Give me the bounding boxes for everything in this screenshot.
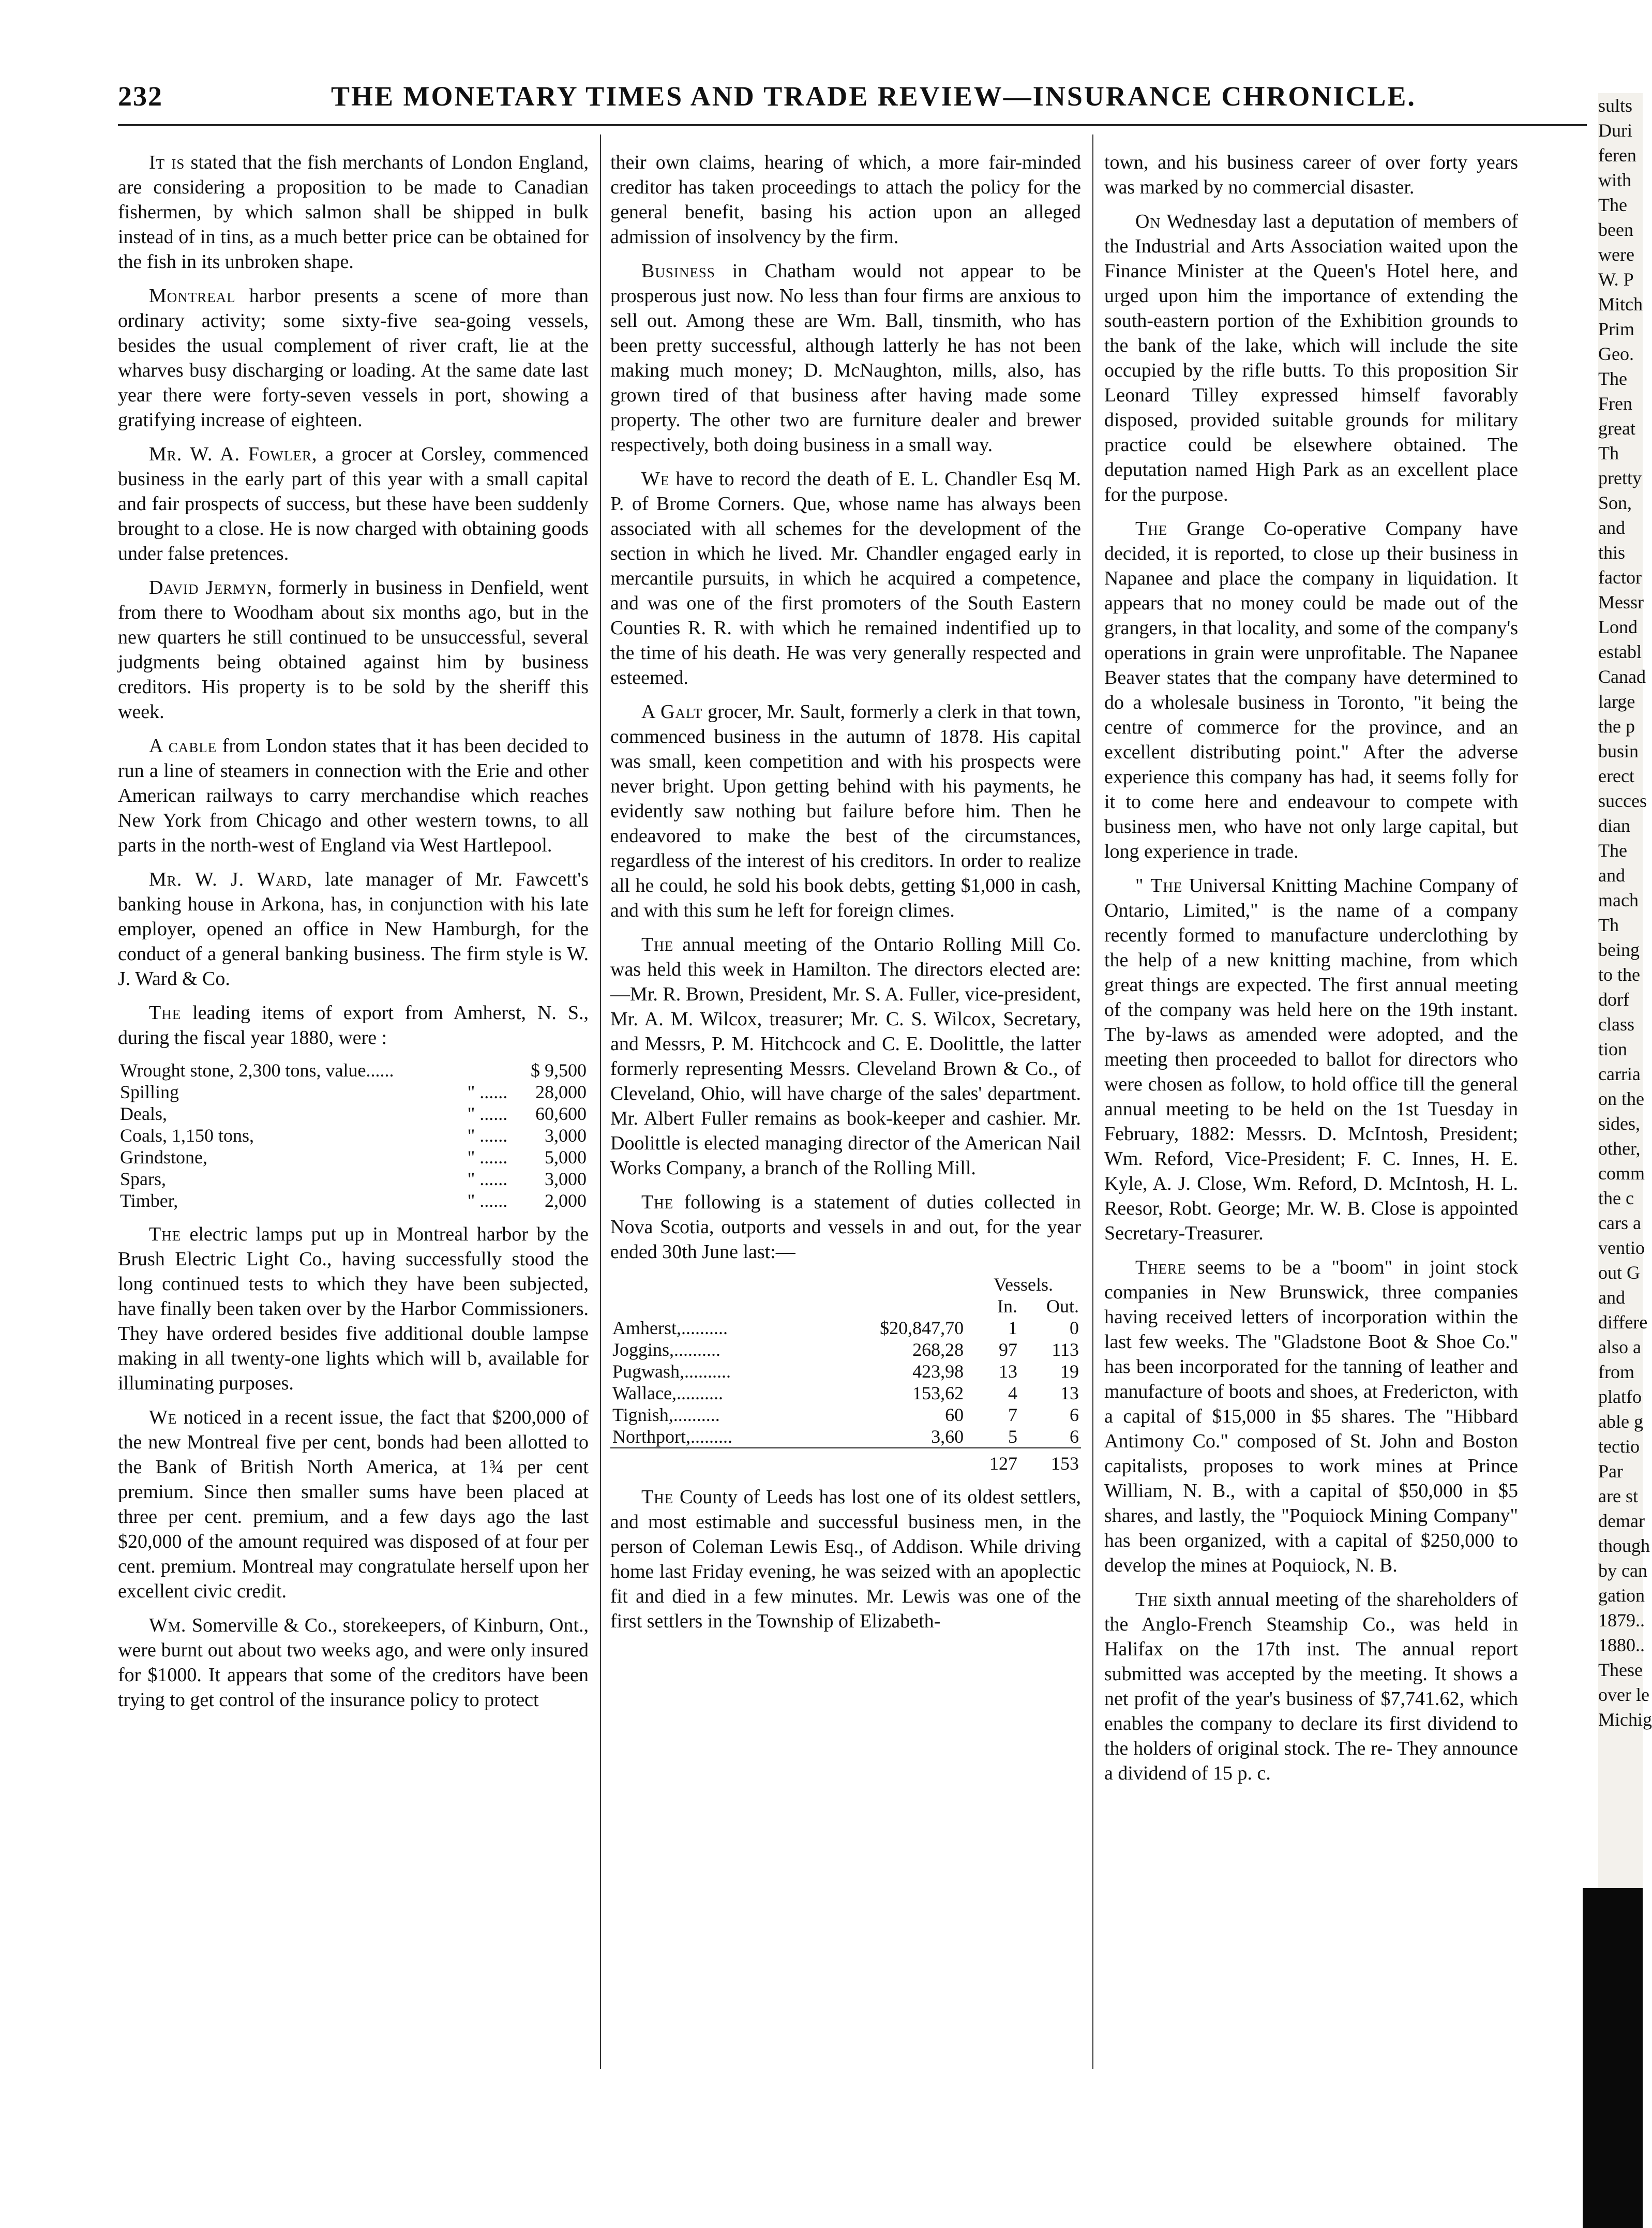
header-rule [118, 124, 1587, 126]
article-text: annual meeting of the Ontario Rolling Mill Co. was held this week in Hamilton. The directors elected are:—Mr. R. Brown, President, Mr. S. A. Fuller, vice-president, Mr. A. M. Wilcox, treasurer; Mr. C. S. Wilcox, Secretary, and Messrs, P. M. Hitchcock and C. E. Doolittle, the latter formerly representing Messrs. Cleveland Brown & Co., of Cleveland, Ohio, will have charge of the sales' department. Mr. Albert Fuller remains as book-keeper and cashier. Mr. Doolittle is elected managing director of the American Nail Works Company, a branch of the Rolling Mill. [610, 934, 1081, 1179]
facing-page-fragment: These [1598, 1659, 1643, 1680]
lead-in: The [1135, 518, 1168, 540]
port-name: Northport,......... [612, 1426, 732, 1447]
article-text: late manager of Mr. Fawcett's banking house in Arkona, has, in conjunction with his late employer, opened an office in New Hamburgh, for the conduct of a general banking business. The firm style is W. J. Ward & Co. [118, 869, 589, 990]
column-2 [610, 150, 1081, 2064]
facing-page-fragment: pretty [1598, 468, 1642, 488]
table-row [118, 1190, 589, 1212]
export-value: 5,000 [545, 1147, 587, 1168]
facing-page-fragment: Th [1598, 443, 1619, 463]
article-electric-lamps [118, 1222, 589, 1396]
vessels-out: 19 [1060, 1361, 1079, 1382]
export-item: Coals, 1,150 tons, [120, 1125, 254, 1146]
article-text: electric lamps put up in Montreal harbor by the Brush Electric Light Co., having successfully stood the long continued tests to which they have been subjected, have finally been taken over by the Harbor Commissioners. They have ordered besides five additional double lampse making in all twenty-one lights which will b, available for illuminating purposes. [118, 1223, 589, 1394]
facing-page-fragment: carria [1598, 1064, 1641, 1084]
article-anglo-french-steamship [1104, 1587, 1518, 1786]
vessels-in: 4 [1008, 1383, 1017, 1403]
lead-in: " The [1135, 875, 1183, 896]
export-item: Timber, [120, 1190, 178, 1211]
ditto-mark: " ...... [467, 1082, 508, 1102]
article-exhibition-grounds [1104, 209, 1518, 507]
article-text: in Chatham would not appear to be prosperous just now. No less than four firms are anxious to sell out. Among these are Wm. Ball, tinsmith, who has been pretty successful, although latterly he has not been making much money; D. McNaughton, mills, also, has grown tired of that business after having made some property. The other two are furniture dealer and brewer respectively, both doing business in a small way. [610, 260, 1081, 456]
article-text: Grange Co-operative Company have decided, it is reported, to close up their business in Napanee and place the company in liquidation. It appears that no money could be made out of the grangers, in that locality, and some of the company's operations in grain were unprofitable. The Napanee Beaver states that the company have determined to do a wholesale business in Toronto, "it being the centre of commerce for the province, and an excellent distributing point." After the adverse experience this company has had, it seems folly for it to come here and endeavour to compete with business men, who have not only large capital, but long experience in trade. [1104, 518, 1518, 862]
article-jermyn [118, 575, 589, 724]
article-ward [118, 867, 589, 991]
article-cable-london [118, 734, 589, 858]
article-amherst-exports [118, 1000, 589, 1050]
facing-page-fragment: great [1598, 418, 1635, 439]
export-item: Grindstone, [120, 1147, 207, 1168]
lead-in: David Jermyn, [149, 577, 273, 599]
article-universal-knitting [1104, 873, 1518, 1246]
export-value: 28,000 [535, 1082, 587, 1102]
facing-page-fragment: other, [1598, 1138, 1641, 1159]
lead-in: The [641, 934, 674, 955]
article-text: sixth annual meeting of the shareholders of the Anglo-French Steamship Co., was held in Halifax on the 17th inst. The annual report submitted was accepted by the meeting. It shows a net profit of the year's business of $7,741.62, which enables the company to declare its first dividend to the holders of original stock. The re- They announce a dividend of 15 p. c. [1104, 1589, 1518, 1784]
export-item: Deals, [120, 1103, 167, 1124]
article-text: stated that the fish merchants of London England, are considering a proposition to be made to Canadian fishermen, by which salmon shall be shipped in bulk instead of in tins, as a much better price can be obtained for the fish in its unbroken shape. [118, 152, 589, 273]
article-grange-cooperative [1104, 516, 1518, 864]
facing-page-fragment: tion [1598, 1039, 1628, 1059]
table-row [118, 1168, 589, 1190]
vessels-in: 1 [1008, 1318, 1017, 1338]
table-row [118, 1103, 589, 1125]
facing-page-fragment: being [1598, 939, 1640, 960]
facing-page-fragment: sults [1598, 95, 1633, 116]
facing-page-fragment: been [1598, 219, 1633, 240]
facing-page-fragment: to the [1598, 964, 1640, 985]
facing-page-fragment: erect [1598, 766, 1634, 786]
table-row [118, 1146, 589, 1168]
table-row [610, 1317, 1081, 1339]
facing-page-fragment: dorf [1598, 989, 1629, 1010]
facing-page-fragment: Canad [1598, 666, 1646, 687]
port-name: Tignish,.......... [612, 1404, 720, 1425]
facing-page-fragment: though [1598, 1535, 1650, 1556]
table-row [118, 1125, 589, 1146]
article-galt-grocer [610, 699, 1081, 923]
lead-in: The [641, 1486, 674, 1508]
lead-in: The [1135, 1589, 1168, 1610]
facing-page-fragment: over le [1598, 1684, 1649, 1705]
export-item: Wrought stone, 2,300 tons, value...... [120, 1060, 394, 1081]
facing-page-fragment: and [1598, 865, 1625, 886]
port-name: Pugwash,.......... [612, 1361, 731, 1382]
table-row [610, 1339, 1081, 1360]
article-text: harbor presents a scene of more than ordinary activity; some sixty-five sea-going vessels, besides the usual complement of river craft, lie at the wharves busy discharging or loading. At the same date last year there were forty-seven vessels in port, showing a gratifying increase of eighteen. [118, 285, 589, 431]
export-value: 3,000 [545, 1169, 587, 1189]
ditto-mark: " ...... [467, 1103, 508, 1124]
running-head-title: THE MONETARY TIMES AND TRADE REVIEW—INSURANCE CHRONICLE. [331, 81, 1416, 112]
vessels-out: 6 [1070, 1404, 1079, 1425]
article-coleman-lewis-continued [1104, 150, 1518, 200]
lead-in: We [641, 468, 670, 490]
facing-page-fragment: were [1598, 244, 1634, 265]
facing-page-fragment: Son, [1598, 492, 1632, 513]
article-chatham-business [610, 259, 1081, 457]
lead-in: It is [149, 152, 185, 173]
article-text: leading items of export from Amherst, N. S., during the fiscal year 1880, were : [118, 1002, 589, 1049]
vessels-in: 13 [999, 1361, 1017, 1382]
export-item: Spilling [120, 1082, 179, 1102]
article-text: following is a statement of duties collected in Nova Scotia, outports and vessels in and out, for the year ended 30th June last:— [610, 1191, 1081, 1263]
facing-page-fragment: 1879.. [1598, 1610, 1645, 1631]
facing-page-fragment: the c [1598, 1188, 1634, 1208]
table-row [610, 1360, 1081, 1382]
facing-page-fragment: The [1598, 195, 1627, 215]
duty-amount: 153,62 [912, 1383, 964, 1403]
article-montreal-harbor [118, 283, 589, 432]
ditto-mark: " ...... [467, 1169, 508, 1189]
column-1 [118, 150, 589, 2064]
facing-page-fragment: Messr [1598, 592, 1644, 612]
vessels-in: 7 [1008, 1404, 1017, 1425]
article-text: County of Leeds has lost one of its oldest settlers, and most estimable and successful business men, in the person of Coleman Lewis Esq., of Addison. While driving home last Friday evening, he was seized with an apoplectic fit and died in a few minutes. Mr. Lewis was one of the first settlers in the Township of Elizabeth- [610, 1486, 1081, 1632]
facing-page-fragment: factor [1598, 567, 1642, 588]
facing-page-fragment: Par [1598, 1461, 1623, 1482]
facing-page-fragment: feren [1598, 145, 1636, 166]
out-header: Out. [1046, 1296, 1079, 1317]
vessels-out: 0 [1070, 1318, 1079, 1338]
binding-shadow [1583, 1888, 1643, 2228]
duty-amount: 268,28 [912, 1339, 964, 1360]
facing-page-fragment: ventio [1598, 1237, 1645, 1258]
article-text: their own claims, hearing of which, a more fair-minded creditor has taken proceedings to attach the policy for the general benefit, basing his action upon an alleged admission of insolvency by the firm. [610, 152, 1081, 248]
article-somerville-continued [610, 150, 1081, 249]
vessels-out-total: 153 [1019, 1448, 1081, 1474]
port-name: Joggins,.......... [612, 1339, 721, 1360]
facing-page-fragment: out G [1598, 1262, 1640, 1283]
facing-page-fragment: The [1598, 840, 1627, 861]
facing-page-fragment: establ [1598, 641, 1642, 662]
vessels-header: Vessels. [994, 1274, 1054, 1295]
table-total-row [610, 1448, 1081, 1474]
article-nova-scotia-duties [610, 1190, 1081, 1264]
lead-in: A Galt [641, 701, 703, 723]
port-name: Amherst,.......... [612, 1318, 728, 1338]
page-number: 232 [118, 81, 163, 112]
port-name: Wallace,.......... [612, 1383, 724, 1403]
facing-page-fragment: gation [1598, 1585, 1645, 1606]
article-text: seems to be a "boom" in joint stock companies in New Brunswick, three companies having received letters of incorporation within the last few weeks. The "Gladstone Boot & Shoe Co." has been incorporated for the tanning of leather and manufacture of boots and shoes, at Fredericton, with a capital of $15,000 in $5 shares. The "Hibbard Antimony Co." composed of St. John and Boston capitalists, proposes to work mines at Prince William, N. B., with a capital of $50,000 in $5 shares, and lastly, the "Poquiock Mining Company" has been organized, with a capital of $250,000 to develop the mines at Poquiock, N. B. [1104, 1257, 1518, 1576]
article-text: have to record the death of E. L. Chandler Esq M. P. of Brome Corners. Que, whose name has always been associated with all schemes for the development of the section in which he lived. Mr. Chandler engaged early in mercantile pursuits, in which he acquired a competence, and was one of the first promoters of the South Eastern Counties R. R. with which he remained indentified up to the time of his death. He was very generally respected and esteemed. [610, 468, 1081, 689]
vessels-in: 97 [999, 1339, 1017, 1360]
facing-page-fragment: the p [1598, 716, 1635, 737]
article-chandler-death [610, 467, 1081, 690]
facing-page-fragment: with [1598, 170, 1632, 190]
lead-in: Montreal [149, 285, 236, 307]
facing-page-fragment: dian [1598, 815, 1630, 836]
lead-in: Mr. W. J. Ward, [149, 869, 313, 890]
table-row [610, 1382, 1081, 1404]
facing-page-fragment: and [1598, 1287, 1625, 1308]
article-rolling-mill [610, 932, 1081, 1180]
facing-page-fragment: and [1598, 517, 1625, 538]
export-value: 2,000 [545, 1190, 587, 1211]
export-value: 60,600 [535, 1103, 587, 1124]
table-row [118, 1081, 589, 1103]
facing-page-fragment: from [1598, 1362, 1634, 1382]
article-text: Wednesday last a deputation of members of the Industrial and Arts Association waited upon the Finance Minister at the Queen's Hotel here, and urged upon him the importance of extending the south-eastern portion of the Exhibition grounds to the bank of the lake, which will include the site occupied by the rifle butts. To this proposition Sir Leonard Tilley expressed himself favorably disposed, provided suitable grounds for military practice could be elsewhere obtained. The deputation named High Park as an excellent place for the purpose. [1104, 211, 1518, 505]
facing-page-fragment: busin [1598, 741, 1639, 761]
vessels-in: 5 [1008, 1426, 1017, 1447]
lead-in: The [641, 1191, 674, 1213]
article-text: from London states that it has been decided to run a line of steamers in connection with the Erie and other American railways to carry merchandise which reaches New York from Chicago and other western towns, to all parts in the north-west of England via West Hartlepool. [118, 735, 589, 856]
ditto-mark: " ...... [467, 1125, 508, 1146]
table-row [610, 1426, 1081, 1448]
facing-page-fragment: also a [1598, 1337, 1641, 1357]
facing-page-fragment: The [1598, 368, 1627, 389]
facing-page-fragment: large [1598, 691, 1635, 712]
ditto-mark: " ...... [467, 1147, 508, 1168]
export-item: Spars, [120, 1169, 166, 1189]
lead-in: Mr. W. A. Fowler, [149, 443, 318, 465]
lead-in: We [149, 1407, 177, 1428]
column-rule [1092, 134, 1093, 2069]
duties-table [610, 1274, 1081, 1474]
article-nb-joint-stock [1104, 1255, 1518, 1578]
facing-page-fragment: Prim [1598, 319, 1635, 339]
facing-page-fragment: are st [1598, 1486, 1638, 1506]
facing-page-fragment: on the [1598, 1088, 1644, 1109]
facing-page-fragment: Lond [1598, 617, 1638, 637]
article-text: Universal Knitting Machine Company of Ontario, Limited," is the name of a company recently formed to manufacture underclothing by the help of a new knitting machine, from which great things are expected. The first annual meeting of the company was held here on the 19th instant. The by-laws as amended were adopted, and the meeting then proceeded to ballot for directors who were chosen as follow, to hold office till the general annual meeting to be held on the 1st Tuesday in February, 1882: Messrs. D. McIntosh, President; Wm. Reford, Vice-President; F. C. Innes, H. E. Kyle, A. J. Close, Wm. Reford, D. McIntosh, H. L. Reesor, Robt. George; Mr. W. B. Close is appointed Secretary-Treasurer. [1104, 875, 1519, 1244]
facing-page-fragment: mach [1598, 890, 1639, 910]
vessels-out: 6 [1070, 1426, 1079, 1447]
lead-in: There [1135, 1257, 1187, 1278]
facing-page-fragment: class [1598, 1014, 1634, 1035]
facing-page-fragment: Th [1598, 915, 1619, 935]
table-header-row [610, 1274, 1081, 1295]
article-fowler [118, 442, 589, 566]
facing-page-fragment: comm [1598, 1163, 1645, 1184]
facing-page-fragment: differe [1598, 1312, 1648, 1333]
article-text: noticed in a recent issue, the fact that $200,000 of the new Montreal five per cent, bonds had been allotted to the Bank of British North America, at 1¾ per cent premium. Since then smaller sums have been placed at three per cent. premium, and a few days ago the last $20,000 of the amount required was disposed of at four per cent. premium. Montreal may congratulate herself upon her excellent civic credit. [118, 1407, 589, 1602]
article-text: a grocer at Corsley, commenced business in the early part of this year with a small capital and fair prospects of success, but these have been suddenly brought to a close. He is now charged with obtaining goods under false pretences. [118, 443, 589, 564]
ditto-mark [460, 1059, 515, 1081]
facing-page-fragment: platfo [1598, 1386, 1642, 1407]
vessels-in-total: 127 [966, 1448, 1019, 1474]
facing-page-fragment: cars a [1598, 1213, 1641, 1233]
facing-page-fragment: Geo. [1598, 343, 1634, 364]
export-value: 3,000 [545, 1125, 587, 1146]
table-row [610, 1404, 1081, 1426]
in-header: In. [997, 1296, 1017, 1317]
lead-in: The [149, 1002, 182, 1024]
table-row [118, 1059, 589, 1081]
exports-table [118, 1059, 589, 1212]
vessels-out: 113 [1052, 1339, 1079, 1360]
duty-amount: 60 [945, 1404, 964, 1425]
facing-page-fragment: by can [1598, 1560, 1647, 1581]
facing-page-fragment: 1880.. [1598, 1635, 1645, 1655]
table-header-row [610, 1295, 1081, 1317]
article-coleman-lewis [610, 1485, 1081, 1634]
facing-page-strip [1598, 93, 1652, 2111]
facing-page-fragment: Mitch [1598, 294, 1643, 315]
facing-page-fragment: able g [1598, 1411, 1643, 1432]
facing-page-fragment: W. P [1598, 269, 1634, 290]
column-3 [1104, 150, 1518, 2064]
lead-in: Wm. [149, 1614, 187, 1636]
duty-amount: 3,60 [931, 1426, 964, 1447]
article-fish-merchants [118, 150, 589, 274]
article-text: grocer, Mr. Sault, formerly a clerk in that town, commenced business in the autumn of 1878. His capital was small, keen competition and with his prospects were never bright. Upon getting behind with his payments, he evidently saw nothing but failure before him. Then he endeavored to make the best of the circumstances, regardless of the interest of his creditors. In order to realize all he could, he sold his book debts, getting $1,000 in cash, and with this sum he left for foreign climes. [610, 701, 1082, 921]
vessels-out: 13 [1060, 1383, 1079, 1403]
facing-page-fragment: sides, [1598, 1113, 1640, 1134]
duty-amount: 423,98 [912, 1361, 964, 1382]
facing-page-fragment: Michig [1598, 1709, 1652, 1730]
facing-page-fragment: succes [1598, 790, 1647, 811]
lead-in: A cable [149, 735, 217, 757]
lead-in: Business [641, 260, 715, 282]
duty-amount: $20,847,70 [880, 1318, 964, 1338]
lead-in: On [1135, 211, 1161, 232]
article-text: Somerville & Co., storekeepers, of Kinburn, Ont., were burnt out about two weeks ago, and were only insured for $1000. It appears that some of the creditors have been trying to get control of the insurance policy to protect [118, 1614, 589, 1711]
article-text: town, and his business career of over forty years was marked by no commercial disaster. [1104, 152, 1518, 198]
lead-in: The [149, 1223, 182, 1245]
facing-page-fragment: Fren [1598, 393, 1632, 414]
article-montreal-bonds [118, 1405, 589, 1604]
article-text: formerly in business in Denfield, went from there to Woodham about six months ago, but in the new quarters he still continued to be unsuccessful, several judgments being obtained against him by business creditors. His property is to be sold by the sheriff this week. [118, 577, 589, 723]
article-somerville [118, 1613, 589, 1712]
facing-page-fragment: tectio [1598, 1436, 1640, 1457]
export-value: $ 9,500 [531, 1060, 587, 1081]
column-rule [600, 134, 601, 2069]
ditto-mark: " ...... [467, 1190, 508, 1211]
facing-page-fragment: demar [1598, 1511, 1645, 1531]
facing-page-fragment: this [1598, 542, 1626, 563]
facing-page-fragment: Duri [1598, 120, 1632, 141]
